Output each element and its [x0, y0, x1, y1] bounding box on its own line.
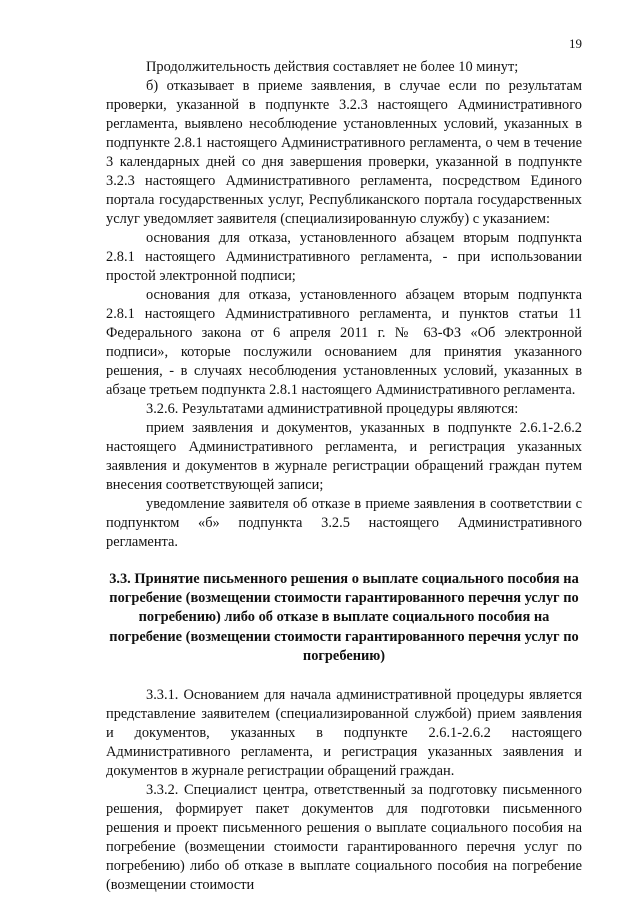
paragraph-3-3-1: 3.3.1. Основанием для начала административной процедуры является представление заявителем (специализированной службой) прием заявления и документов, указанных в подпункте 2.6.1-2.6.2 настоящего Административного регламента, и регистрация указанных заявления и документов в журнале регистрации обращений граждан.	[106, 687, 582, 780]
page-number: 19	[569, 36, 582, 51]
paragraph-refusal-b: б) отказывает в приеме заявления, в случае если по результатам проверки, указанной в подпункте 3.2.3 настоящего Административного регламента, выявлено несоблюдение установленных условий, указанных в подпункте 2.8.1 настоящего Административного регламента, о чем в течение 3 календарных дней со дня завершения проверки, указанной в подпункте 3.2.3 настоящего Административного регламента, посредством Единого портала государственных услуг, Республиканского портала государственных услуг уведомляет заявителя (специализированную службу) с указанием:	[106, 78, 582, 227]
paragraph-result-acceptance: прием заявления и документов, указанных в подпункте 2.6.1-2.6.2 настоящего Административного регламента, и регистрация указанных заявления и документов в журнале регистрации обращений граждан путем внесения соответствующей записи;	[106, 420, 582, 493]
paragraph-result-notification: уведомление заявителя об отказе в приеме заявления в соответствии с подпунктом «б» подпункта 3.2.5 настоящего Административного регламента.	[106, 496, 582, 550]
paragraph-duration: Продолжительность действия составляет не более 10 минут;	[146, 59, 519, 75]
document-body	[106, 58, 582, 895]
paragraph-3-3-2: 3.3.2. Специалист центра, ответственный за подготовку письменного решения, формирует пакет документов для подготовки письменного решения и проект письменного решения о выплате социального пособия на погребение (возмещении стоимости гарантированного перечня услуг по погребению) либо об отказе в выплате социального пособия на погребение (возмещении стоимости	[106, 782, 582, 894]
paragraph-results-intro: 3.2.6. Результатами административной процедуры являются:	[146, 401, 519, 417]
section-heading-3-3: 3.3. Принятие письменного решения о выплате социального пособия на погребение (возмещении стоимости гарантированного перечня услуг по погребению) либо об отказе в выплате социального пособия на погребение (возмещении стоимости гарантированного перечня услуг по погребению)	[109, 571, 579, 664]
paragraph-refusal-basis-federal-law: основания для отказа, установленного абзацем вторым подпункта 2.8.1 настоящего Административного регламента, и пунктов статьи 11 Федерального закона от 6 апреля 2011 г. № 63-ФЗ «Об электронной подписи», которые послужили основанием для принятия указанного решения, - в случаях несоблюдения установленных условий, указанных в абзаце третьем подпункта 2.8.1 настоящего Административного регламента.	[106, 287, 582, 398]
paragraph-refusal-basis-simple-signature: основания для отказа, установленного абзацем вторым подпункта 2.8.1 настоящего Административного регламента, - при использовании простой электронной подписи;	[106, 230, 582, 284]
